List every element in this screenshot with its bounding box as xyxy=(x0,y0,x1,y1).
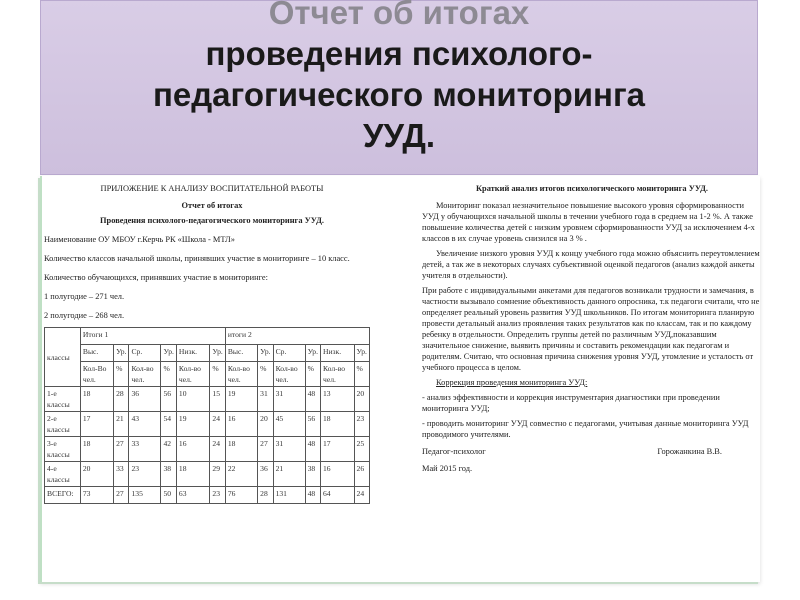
title-line-1: проведения психолого- xyxy=(205,35,593,72)
level-header-cell: Ур. xyxy=(161,345,176,362)
table-cell: 76 xyxy=(225,487,257,504)
level-header-cell: Ур. xyxy=(258,345,273,362)
signer-role: Педагог-психолог xyxy=(422,447,486,456)
left-page xyxy=(44,183,380,504)
table-cell: 43 xyxy=(129,412,161,437)
table-cell: 16 xyxy=(225,412,257,437)
table-cell: 22 xyxy=(225,462,257,487)
unit-header-cell: Кол-во чел. xyxy=(225,362,257,387)
table-cell: 18 xyxy=(176,462,210,487)
analysis-paragraph-2: Увеличение низкого уровня УУД к концу учебного года можно объяснить переутомлением детей, а так же в некоторых случаях субъективной оценкой педагогов (анализ каждой анкеты учителя в отдельности). xyxy=(422,249,760,280)
results-table xyxy=(44,327,370,504)
table-cell: 33 xyxy=(114,462,129,487)
table-body xyxy=(45,387,370,504)
unit-header-cell: % xyxy=(258,362,273,387)
table-cell: 23 xyxy=(210,487,225,504)
correction-item-2: - проводить мониторинг УУД совместно с педагогами, учитывая данные мониторинга УУД проводимого учителями. xyxy=(422,419,749,439)
half-year-2: 2 полугодие – 268 чел. xyxy=(44,311,125,320)
report-subtitle: Проведения психолого-педагогического мониторинга УУД. xyxy=(100,216,324,225)
level-header-row xyxy=(45,345,370,362)
title-line-2: педагогического мониторинга xyxy=(152,76,646,113)
table-cell: 42 xyxy=(161,437,176,462)
table-cell: 135 xyxy=(129,487,161,504)
unit-header-cell: Кол-во чел. xyxy=(273,362,305,387)
table-cell: 23 xyxy=(129,462,161,487)
table-cell: 18 xyxy=(80,387,113,412)
table-cell: 45 xyxy=(273,412,305,437)
analysis-paragraph-3: При работе с индивидуальными анкетами для педагогов возникали трудности и замечания, в частности вызывало сомнение объективность данного опросника, т.к педагоги считали, что не определяет реальный уровень развития УУД школьников. По итогам мониторинга планирую провести детальный анализ проявления таких результатов как по классам, так и по каждому ребенку в отдельности. Определить группы детей по различным УУД,показавшим значительное снижение, выявить причины и составить рекомендации как педагогам и родителям. Считаю, что основная причина снижения уровня УУД, утомление и усталость от учебного процесса в целом. xyxy=(422,286,760,372)
table-cell: 20 xyxy=(354,387,369,412)
unit-header-cell: % xyxy=(210,362,225,387)
table-cell: 13 xyxy=(321,387,355,412)
table-cell: 33 xyxy=(129,437,161,462)
appendix-header: ПРИЛОЖЕНИЕ К АНАЛИЗУ ВОСПИТАТЕЛЬНОЙ РАБОТЫ xyxy=(100,184,324,193)
table-cell: 18 xyxy=(80,437,113,462)
unit-header-cell: % xyxy=(305,362,320,387)
table-cell: 54 xyxy=(161,412,176,437)
table-cell: 131 xyxy=(273,487,305,504)
level-header-cell: Ур. xyxy=(305,345,320,362)
table-cell: 25 xyxy=(354,437,369,462)
table-cell: 20 xyxy=(80,462,113,487)
table-cell: 21 xyxy=(114,412,129,437)
signer-name: Горожанкина В.В. xyxy=(657,447,722,456)
table-cell: 28 xyxy=(114,387,129,412)
report-title: Отчет об итогах xyxy=(181,201,243,210)
classes-header: классы xyxy=(45,328,81,387)
unit-header-cell: % xyxy=(161,362,176,387)
level-header-cell: Ср. xyxy=(273,345,305,362)
table-row xyxy=(45,412,370,437)
level-header-cell: Ур. xyxy=(114,345,129,362)
table-cell: 18 xyxy=(321,412,355,437)
right-page xyxy=(422,183,762,474)
table-cell: 28 xyxy=(258,487,273,504)
table-cell: 16 xyxy=(176,437,210,462)
table-cell: 56 xyxy=(305,412,320,437)
level-header-cell: Ур. xyxy=(354,345,369,362)
table-cell: 36 xyxy=(258,462,273,487)
table-cell: 16 xyxy=(321,462,355,487)
half-year-1: 1 полугодие – 271 чел. xyxy=(44,292,125,301)
table-cell: 31 xyxy=(273,387,305,412)
unit-header-cell: Кол-во чел. xyxy=(129,362,161,387)
level-header-cell: Низк. xyxy=(176,345,210,362)
table-cell: 64 xyxy=(321,487,355,504)
table-cell: 10 xyxy=(176,387,210,412)
table-cell: 23 xyxy=(354,412,369,437)
row-label: ВСЕГО: xyxy=(45,487,81,504)
table-cell: 26 xyxy=(354,462,369,487)
unit-header-cell: Кол-Во чел. xyxy=(80,362,113,387)
table-row xyxy=(45,462,370,487)
level-header-cell: Ср. xyxy=(129,345,161,362)
signature-row xyxy=(422,446,762,457)
table-cell: 17 xyxy=(80,412,113,437)
table-cell: 38 xyxy=(161,462,176,487)
results-2-header: итоги 2 xyxy=(225,328,369,345)
table-cell: 50 xyxy=(161,487,176,504)
level-header-cell: Выс. xyxy=(80,345,113,362)
table-cell: 24 xyxy=(210,437,225,462)
table-cell: 27 xyxy=(258,437,273,462)
table-cell: 48 xyxy=(305,487,320,504)
table-cell: 56 xyxy=(161,387,176,412)
level-header-cell: Ур. xyxy=(210,345,225,362)
unit-header-cell: Кол-во чел. xyxy=(321,362,355,387)
table-cell: 31 xyxy=(273,437,305,462)
unit-header-row xyxy=(45,362,370,387)
table-cell: 15 xyxy=(210,387,225,412)
table-cell: 20 xyxy=(258,412,273,437)
correction-item-1: - анализ эффективности и коррекция инструментария диагностики при проведении мониторинга УУД; xyxy=(422,393,720,413)
table-cell: 48 xyxy=(305,437,320,462)
report-date: Май 2015 год. xyxy=(422,464,473,473)
level-header-cell: Низк. xyxy=(321,345,355,362)
table-cell: 24 xyxy=(354,487,369,504)
table-cell: 17 xyxy=(321,437,355,462)
analysis-heading: Краткий анализ итогов психологического мониторинга УУД. xyxy=(475,184,709,193)
table-cell: 19 xyxy=(176,412,210,437)
table-cell: 38 xyxy=(305,462,320,487)
table-cell: 48 xyxy=(305,387,320,412)
unit-header-cell: Кол-во чел. xyxy=(176,362,210,387)
table-cell: 27 xyxy=(114,487,129,504)
table-row xyxy=(45,387,370,412)
table-cell: 63 xyxy=(176,487,210,504)
table-cell: 19 xyxy=(225,387,257,412)
table-cell: 18 xyxy=(225,437,257,462)
correction-heading: Коррекция проведения мониторинга УУД: xyxy=(436,378,588,387)
table-row xyxy=(45,437,370,462)
unit-header-cell: % xyxy=(114,362,129,387)
slide-title xyxy=(40,0,758,156)
table-cell: 73 xyxy=(80,487,113,504)
students-count: Количество обучающихся, принявших участие в мониторинге: xyxy=(44,273,268,282)
table-cell: 31 xyxy=(258,387,273,412)
level-header-cell: Выс. xyxy=(225,345,257,362)
title-line-0: Отчет об итогах xyxy=(268,0,530,31)
analysis-paragraph-1: Мониторинг показал незначительное повышение высокого уровня сформированности УУД у обучающихся начальной школы в течении учебного года в среднем на 1-2 %. А также повышение количества детей с низким уровнем сформированности УУД за исключением 4-х классов в их случае уровень снизился на 3 % . xyxy=(422,201,755,243)
table-cell: 29 xyxy=(210,462,225,487)
row-label: 1-е классы xyxy=(45,387,81,412)
row-label: 4-е классы xyxy=(45,462,81,487)
row-label: 3-е классы xyxy=(45,437,81,462)
classes-count: Количество классов начальной школы, принявших участие в мониторинге – 10 класс. xyxy=(44,254,350,263)
unit-header-cell: % xyxy=(354,362,369,387)
table-row xyxy=(45,487,370,504)
table-cell: 24 xyxy=(210,412,225,437)
title-line-3: УУД. xyxy=(362,117,436,154)
table-cell: 21 xyxy=(273,462,305,487)
row-label: 2-е классы xyxy=(45,412,81,437)
table-cell: 36 xyxy=(129,387,161,412)
school-name: Наименование ОУ МБОУ г.Керчь РК «Школа - МТЛ» xyxy=(44,235,235,244)
results-1-header: Итоги 1 xyxy=(80,328,225,345)
table-cell: 27 xyxy=(114,437,129,462)
